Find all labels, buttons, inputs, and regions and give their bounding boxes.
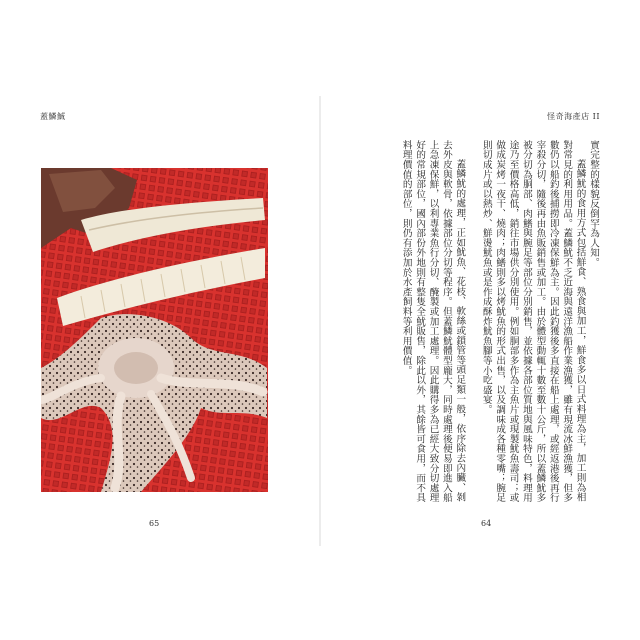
right-page-number: 64	[481, 519, 492, 528]
body-text	[338, 140, 600, 510]
left-page-number: 65	[149, 519, 160, 528]
paragraph: 蓋鱗魷的處理，正如魷魚、花枝、軟絲或鎖管等頭足類一般，依序除去內臟、剝去外皮與軟骨，依據部位分切等程序。但蓋鱗魷體型龐大，同時處理後便易即進入船上急凍保鮮，以利專業魚行分切、醃製或加工處理。因此購得多為已經大致分切處理好的常規部位，國內部份外地則有整隻全魷販售，除此以外，其餘皆可食用，而不具料理價值的部位，則仍有添加於水產飼料等利用價值。	[400, 140, 466, 503]
squid-on-red-crate-photo	[41, 168, 268, 492]
book-gutter	[319, 96, 321, 546]
left-running-head: 蓋鱗鯎	[40, 112, 66, 121]
paragraph: 蓋鱗魷的食用方式包括鮮食、熟食與加工，鮮食多以日式料理為主，加工則為相對常見的利用用品。蓋鱗魷不乏近海與遠洋漁船作業漁獲，雖有現流冰鮮漁獲，但多數仍以船釣後捕撈即冷凍保鮮為主。因此釣獲後多直接在船上處理，或經返港後再行宰殺分切，隨後再由魚販銷售或加工。由於體型動輒十數至數十公斤，所以蓋鱗魷多被分切為胴部、肉鰭與腕足等部位分別銷售，並依據各部位質地與風味特色，料理用途乃至價格高低，銷往市場供分別使用。例如胴部多作為主魚片或現製魷魚壽司；或做成炭烤一夜干、燒肉；肉鰭則多以烤魷魚的形式出售，以及調味成各種零嘴；腕足則切成片或以熱炒、鮮燙魷魚或是作成酥炸魷魚腳等小吃盛宴。	[480, 140, 586, 503]
paragraph: 實完整的樣貌反倒罕為人知。	[588, 140, 599, 268]
right-running-head: 怪奇海產店 II	[547, 112, 600, 121]
